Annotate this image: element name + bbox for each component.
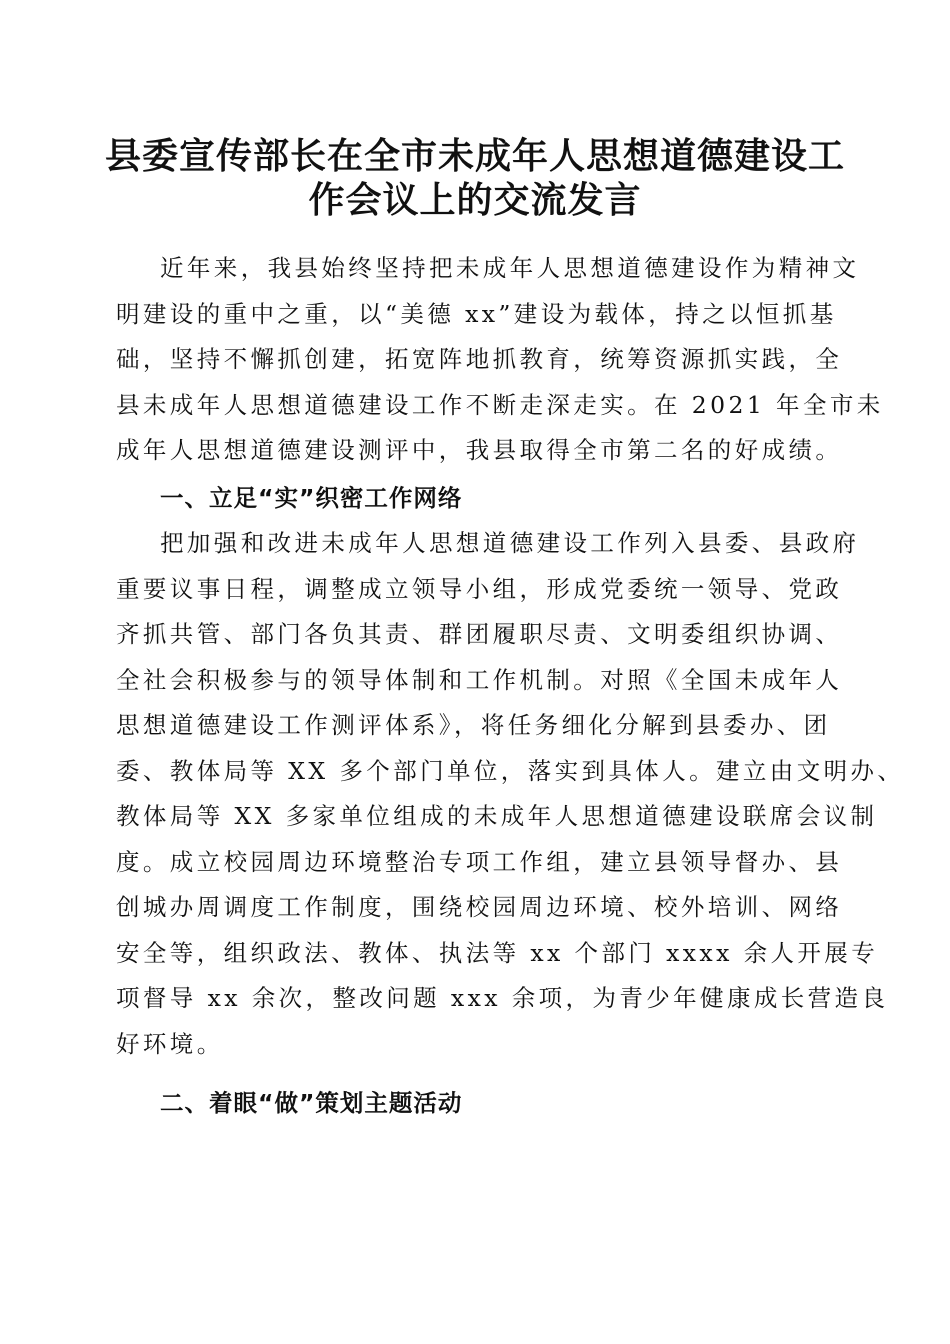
title-line-1: 县委宣传部长在全市未成年人思想道德建设工 (104, 135, 845, 177)
section-1-line-7: 教体局等 XX 多家单位组成的未成年人思想道德建设联席会议制 (116, 802, 878, 830)
intro-line-3: 础，坚持不懈抓创建，拓宽阵地抓教育，统筹资源抓实践，全 (116, 345, 843, 373)
section-1-line-12: 好环境。 (116, 1029, 224, 1058)
intro-line-2: 明建设的重中之重，以“美德 xx”建设为载体，持之以恒抓基 (116, 299, 837, 328)
section-1-line-3: 齐抓共管、部门各负其责、群团履职尽责、文明委组织协调、 (116, 620, 843, 648)
section-1-line-8: 度。成立校园周边环境整治专项工作组，建立县领导督办、县 (116, 847, 843, 876)
section-1-line-11: 项督导 xx 余次，整改问题 xxx 余项，为青少年健康成长营造良 (116, 984, 889, 1012)
section-1-line-2: 重要议事日程，调整成立领导小组，形成党委统一领导、党政 (116, 574, 843, 603)
section-1-line-4: 全社会积极参与的领导体制和工作机制。对照《全国未成年人 (116, 665, 843, 694)
section-1-line-6: 委、教体局等 XX 多个部门单位，落实到具体人。建立由文明办、 (116, 756, 905, 785)
intro-line-1: 近年来，我县始终坚持把未成年人思想道德建设作为精神文 (160, 254, 860, 282)
document-body (116, 246, 905, 1127)
section-1-line-10: 安全等，组织政法、教体、执法等 xx 个部门 xxxx 余人开展专 (116, 938, 879, 967)
section-2-heading: 二、着眼“做”策划主题活动 (160, 1089, 463, 1117)
title-line-2: 作会议上的交流发言 (308, 179, 642, 221)
section-1-heading: 一、立足“实”织密工作网络 (160, 483, 463, 512)
intro-line-4: 县未成年人思想道德建设工作不断走深走实。在 2021 年全市未 (116, 390, 884, 419)
section-1-line-5: 思想道德建设工作测评体系》，将任务细化分解到县委办、团 (116, 711, 831, 739)
section-1-line-9: 创城办周调度工作制度，围绕校园周边环境、校外培训、网络 (116, 893, 843, 921)
intro-line-5: 成年人思想道德建设测评中，我县取得全市第二名的好成绩。 (116, 436, 843, 464)
section-1-line-1: 把加强和改进未成年人思想道德建设工作列入县委、县政府 (160, 529, 860, 557)
document-title (0, 134, 950, 222)
